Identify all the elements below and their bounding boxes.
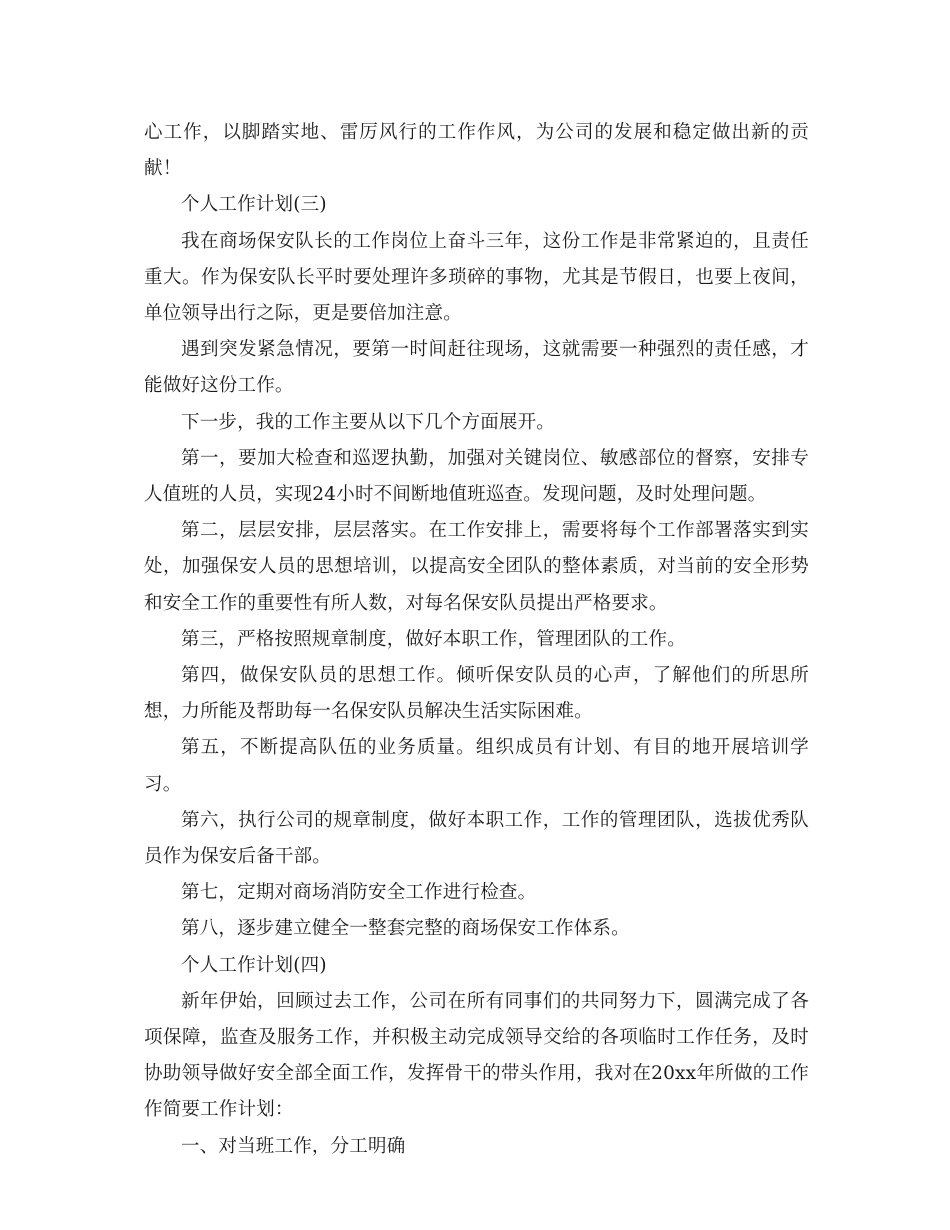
paragraph-item-8: 第八，逐步建立健全一整套完整的商场保安工作体系。: [181, 918, 630, 940]
section-heading-plan-4: 个人工作计划(四): [181, 954, 327, 976]
paragraph-continuation: 心工作，以脚踏实地、雷厉风行的工作作风，为公司的发展和稳定做出新的贡献！: [144, 122, 809, 180]
paragraph-item-4: 第四，做保安队员的思想工作。倾听保安队员的心声，了解他们的所思所想，力所能及帮助每一名保安队员解决生活实际困难。: [144, 665, 809, 723]
paragraph-item-3: 第三，严格按照规章制度，做好本职工作，管理团队的工作。: [181, 628, 686, 650]
paragraph-item-5: 第五，不断提高队伍的业务质量。组织成员有计划、有目的地开展培训学习。: [144, 737, 809, 795]
section-heading-plan-3: 个人工作计划(三): [181, 194, 327, 216]
paragraph-new-year: 新年伊始，回顾过去工作，公司在所有同事们的共同努力下，圆满完成了各项保障，监查及服务工作，并积极主动完成领导交给的各项临时工作任务，及时协助领导做好安全部全面工作，发挥骨干的带头作用，我对在20xx年所做的工作作简要工作计划：: [144, 990, 809, 1121]
paragraph-intro: 我在商场保安队长的工作岗位上奋斗三年，这份工作是非常紧迫的，且责任重大。作为保安队长平时要处理许多琐碎的事物，尤其是节假日，也要上夜间，单位领导出行之际，更是要倍加注意。: [144, 230, 809, 325]
document-body: [144, 115, 809, 1165]
paragraph-emergency: 遇到突发紧急情况，要第一时间赶往现场，这就需要一种强烈的责任感，才能做好这份工作。: [144, 339, 809, 397]
paragraph-next-steps: 下一步，我的工作主要从以下几个方面展开。: [181, 411, 556, 433]
paragraph-item-6: 第六，执行公司的规章制度，做好本职工作，工作的管理团队，选拔优秀队员作为保安后备干部。: [144, 809, 809, 868]
paragraph-subheading-1: 一、对当班工作，分工明确: [181, 1135, 406, 1157]
paragraph-item-2: 第二，层层安排，层层落实。在工作安排上，需要将每个工作部署落实到实处，加强保安人员的思想培训，以提高安全团队的整体素质，对当前的安全形势和安全工作的重要性有所人数，对每名保安队员提出严格要求。: [144, 520, 809, 614]
paragraph-item-1: 第一，要加大检查和巡逻执勤，加强对关键岗位、敏感部位的督察，安排专人值班的人员，实现24小时不间断地值班巡查。发现问题，及时处理问题。: [144, 447, 809, 506]
paragraph-item-7: 第七，定期对商场消防安全工作进行检查。: [181, 882, 537, 904]
